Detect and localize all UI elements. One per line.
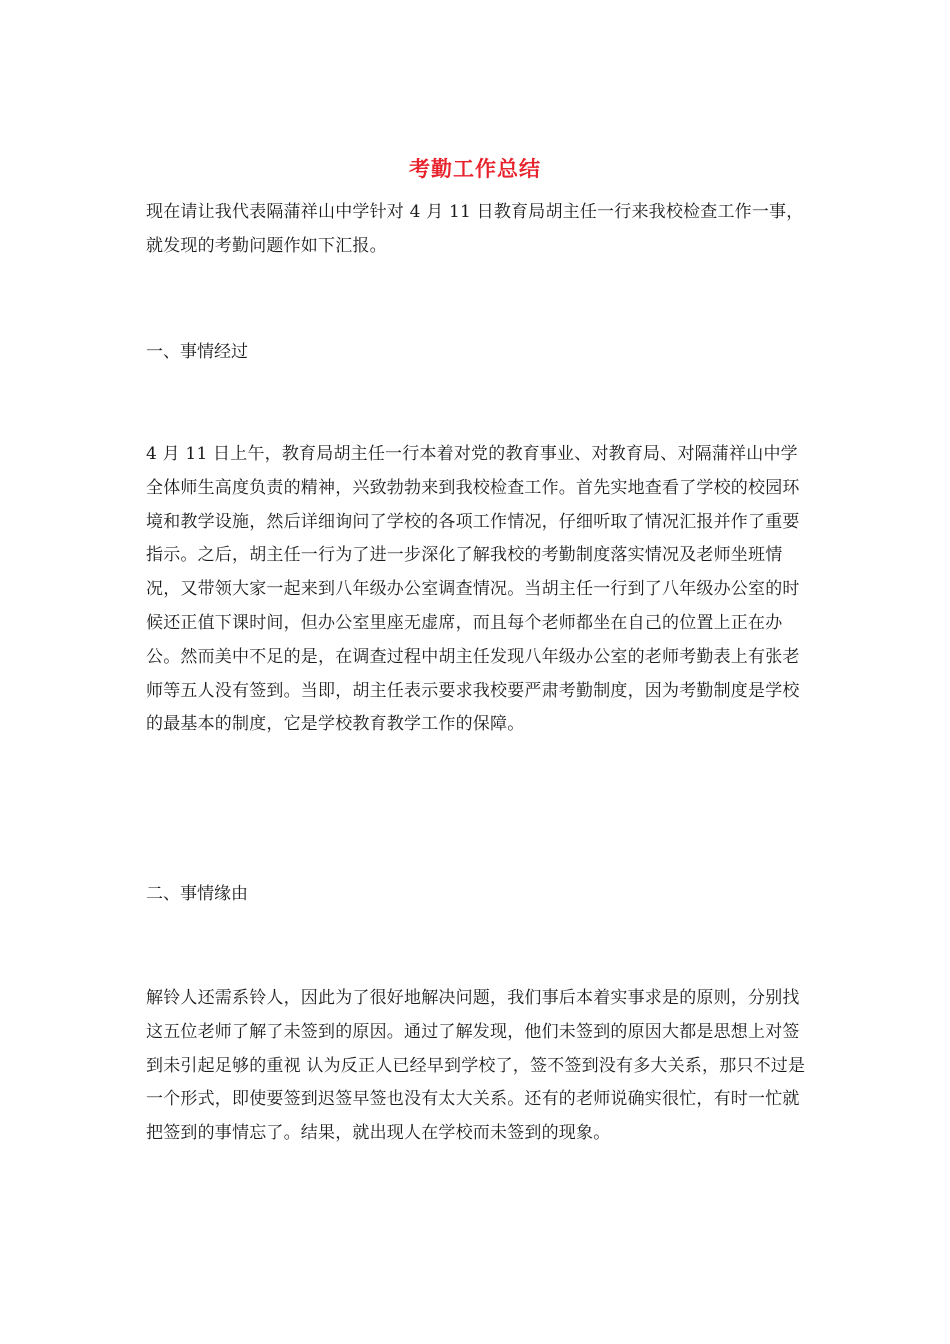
- section-2-paragraph: 解铃人还需系铃人，因此为了很好地解决问题，我们事后本着实事求是的原则，分别找这五位老师了解了未签到的原因。通过了解发现，他们未签到的原因大都是思想上对签到未引起足够的重视 认为反正人已经早到学校了，签不签到没有多大关系，那只不过是一个形式，即使要签到迟签早签也没有太大关系。还有的老师说确实很忙，有时一忙就把签到的事情忘了。结果，就出现人在学校而未签到的现象。: [146, 988, 806, 1144]
- intro-paragraph: 现在请让我代表隔蒲祥山中学针对 4 月 11 日教育局胡主任一行来我校检查工作一事，就发现的考勤问题作如下汇报。: [146, 202, 804, 256]
- section-1-paragraph: 4 月 11 日上午，教育局胡主任一行本着对党的教育事业、对教育局、对隔蒲祥山中学全体师生高度负责的精神，兴致勃勃来到我校检查工作。首先实地查看了学校的校园环境和教学设施，然后详细询问了学校的各项工作情况，仔细听取了情况汇报并作了重要指示。之后，胡主任一行为了进一步深化了解我校的考勤制度落实情况及老师坐班情况，又带领大家一起来到八年级办公室调查情况。当胡主任一行到了八年级办公室的时候还正值下课时间，但办公室里座无虚席，而且每个老师都坐在自己的位置上正在办公。然而美中不足的是，在调查过程中胡主任发现八年级办公室的老师考勤表上有张老师等五人没有签到。当即，胡主任表示要求我校要严肃考勤制度，因为考勤制度是学校的最基本的制度，它是学校教育教学工作的保障。: [146, 444, 800, 735]
- section-heading-1: 一、事情经过: [146, 342, 248, 362]
- section-heading-2: 二、事情缘由: [146, 884, 248, 904]
- document-title: 考勤工作总结: [409, 156, 541, 181]
